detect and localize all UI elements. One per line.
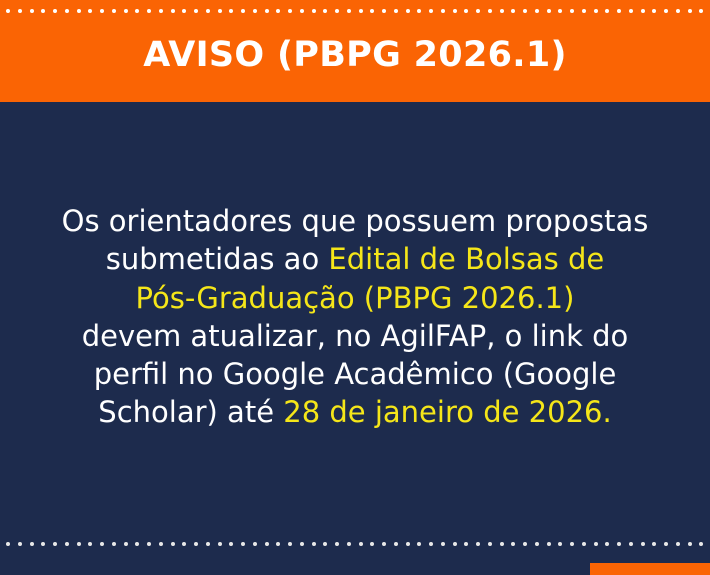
decorative-dot: [359, 9, 363, 13]
decorative-dot: [617, 542, 621, 546]
decorative-dot: [65, 542, 69, 546]
decorative-dot: [41, 9, 45, 13]
decorative-dot: [112, 542, 116, 546]
corner-accent-bar: [590, 563, 710, 575]
decorative-dot: [182, 9, 186, 13]
decorative-dot: [159, 542, 163, 546]
decorative-dot: [323, 9, 327, 13]
decorative-dot: [147, 9, 151, 13]
decorative-dot: [699, 542, 703, 546]
decorative-dot: [88, 542, 92, 546]
decorative-dot: [276, 542, 280, 546]
decorative-dot: [41, 542, 45, 546]
decorative-dot: [182, 542, 186, 546]
notice-line-2-prefix: submetidas ao: [105, 242, 329, 277]
decorative-dot: [441, 9, 445, 13]
notice-line-4: devem atualizar, no AgilFAP, o link do: [81, 318, 629, 353]
decorative-dot: [617, 9, 621, 13]
decorative-dot: [347, 542, 351, 546]
decorative-dot: [288, 9, 292, 13]
decorative-dot: [488, 9, 492, 13]
decorative-dot: [641, 9, 645, 13]
decorative-dot: [382, 542, 386, 546]
decorative-dot: [570, 9, 574, 13]
decorative-dot: [100, 9, 104, 13]
decorative-dot: [406, 9, 410, 13]
decorative-dot: [100, 542, 104, 546]
decorative-dot: [135, 542, 139, 546]
poster-title: AVISO (PBPG 2026.1): [143, 34, 567, 75]
notice-line-6-highlight: 28 de janeiro de 2026.: [283, 395, 612, 430]
decorative-dot: [265, 9, 269, 13]
decorative-dot: [664, 542, 668, 546]
decorative-dot: [359, 542, 363, 546]
decorative-dot: [664, 9, 668, 13]
poster-body: [0, 102, 710, 575]
decorative-dot: [523, 542, 527, 546]
decorative-dot: [535, 542, 539, 546]
decorative-dot: [688, 9, 692, 13]
decorative-dot: [18, 542, 22, 546]
decorative-dot: [688, 542, 692, 546]
decorative-dot: [53, 542, 57, 546]
notice-line-1: Os orientadores que possuem propostas: [61, 204, 649, 238]
decorative-dot: [464, 542, 468, 546]
dotted-divider-bottom: [0, 539, 710, 549]
decorative-dot: [394, 542, 398, 546]
decorative-dot: [511, 542, 515, 546]
decorative-dot: [171, 9, 175, 13]
decorative-dot: [218, 542, 222, 546]
decorative-dot: [488, 542, 492, 546]
decorative-dot: [77, 542, 81, 546]
decorative-dot: [476, 542, 480, 546]
decorative-dot: [253, 542, 257, 546]
decorative-dot: [570, 542, 574, 546]
decorative-dot: [288, 542, 292, 546]
decorative-dot: [229, 9, 233, 13]
decorative-dot: [652, 542, 656, 546]
decorative-dot: [312, 542, 316, 546]
decorative-dot: [535, 9, 539, 13]
decorative-dot: [547, 542, 551, 546]
decorative-dot: [629, 542, 633, 546]
decorative-dot: [476, 9, 480, 13]
decorative-dot: [594, 9, 598, 13]
decorative-dot: [417, 9, 421, 13]
decorative-dot: [500, 542, 504, 546]
decorative-dot: [112, 9, 116, 13]
decorative-dot: [194, 542, 198, 546]
decorative-dot: [417, 542, 421, 546]
decorative-dot: [453, 9, 457, 13]
decorative-dot: [699, 9, 703, 13]
decorative-dot: [594, 542, 598, 546]
decorative-dot: [241, 542, 245, 546]
decorative-dot: [265, 542, 269, 546]
notice-line-6-prefix: Scholar) até: [98, 395, 284, 430]
decorative-dot: [276, 9, 280, 13]
decorative-dot: [652, 9, 656, 13]
decorative-dot: [370, 542, 374, 546]
decorative-dot: [547, 9, 551, 13]
decorative-dot: [229, 542, 233, 546]
decorative-dot: [77, 9, 81, 13]
decorative-dot: [394, 9, 398, 13]
decorative-dot: [300, 9, 304, 13]
decorative-dot: [641, 542, 645, 546]
decorative-dot: [135, 9, 139, 13]
decorative-dot: [335, 542, 339, 546]
decorative-dot: [511, 9, 515, 13]
notice-line-3-highlight: Pós-Graduação (PBPG 2026.1): [135, 280, 575, 315]
notice-line-2-highlight: Edital de Bolsas de: [328, 242, 605, 277]
decorative-dot: [6, 9, 10, 13]
decorative-dot: [629, 9, 633, 13]
decorative-dot: [312, 9, 316, 13]
decorative-dot: [523, 9, 527, 13]
decorative-dot: [218, 9, 222, 13]
decorative-dot: [323, 542, 327, 546]
decorative-dot: [429, 9, 433, 13]
decorative-dot: [500, 9, 504, 13]
decorative-dot: [370, 9, 374, 13]
decorative-dot: [558, 542, 562, 546]
decorative-dot: [441, 542, 445, 546]
decorative-dot: [124, 542, 128, 546]
notice-line-5: perfil no Google Acadêmico (Google: [93, 357, 617, 392]
decorative-dot: [206, 542, 210, 546]
decorative-dot: [582, 9, 586, 13]
decorative-dot: [18, 9, 22, 13]
decorative-dot: [124, 9, 128, 13]
decorative-dot: [676, 9, 680, 13]
decorative-dot: [147, 542, 151, 546]
decorative-dot: [429, 542, 433, 546]
decorative-dot: [159, 9, 163, 13]
decorative-dot: [582, 542, 586, 546]
decorative-dot: [300, 542, 304, 546]
decorative-dot: [453, 542, 457, 546]
decorative-dot: [88, 9, 92, 13]
decorative-dot: [194, 9, 198, 13]
decorative-dot: [171, 542, 175, 546]
decorative-dot: [382, 9, 386, 13]
decorative-dot: [347, 9, 351, 13]
decorative-dot: [30, 9, 34, 13]
decorative-dot: [605, 9, 609, 13]
decorative-dot: [65, 9, 69, 13]
decorative-dot: [53, 9, 57, 13]
decorative-dot: [464, 9, 468, 13]
decorative-dot: [558, 9, 562, 13]
decorative-dot: [605, 542, 609, 546]
decorative-dot: [676, 542, 680, 546]
decorative-dot: [241, 9, 245, 13]
decorative-dot: [253, 9, 257, 13]
decorative-dot: [206, 9, 210, 13]
decorative-dot: [335, 9, 339, 13]
notice-message: [25, 202, 685, 432]
decorative-dot: [30, 542, 34, 546]
decorative-dot: [406, 542, 410, 546]
decorative-dot: [6, 542, 10, 546]
dotted-divider-top: [0, 6, 710, 16]
